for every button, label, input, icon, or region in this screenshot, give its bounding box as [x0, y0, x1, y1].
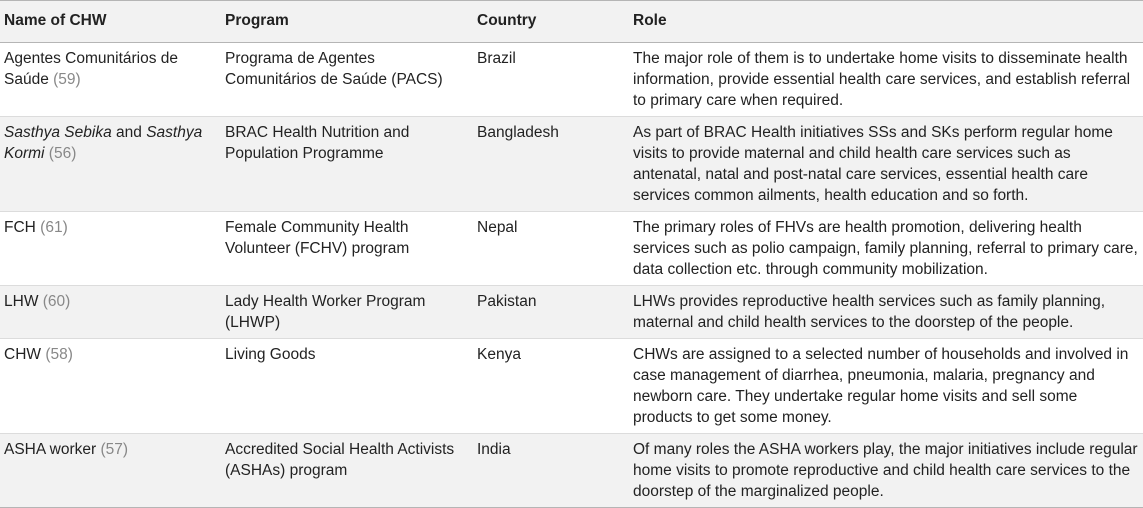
name-text: LHW — [4, 293, 39, 310]
header-name: Name of CHW — [0, 1, 221, 43]
cell-role: The primary roles of FHVs are health promotion, delivering health services such as polio campaign, family planning, referral to primary care, data collection etc. through community mobilization. — [629, 212, 1143, 286]
header-country: Country — [473, 1, 629, 43]
cell-name — [0, 434, 221, 508]
cell-role: Of many roles the ASHA workers play, the major initiatives include regular home visits to promote reproductive and child health care services to the doorstep of the marginalized people. — [629, 434, 1143, 508]
reference-link[interactable]: (56) — [48, 145, 77, 162]
reference-link[interactable]: (61) — [40, 219, 68, 236]
name-conjunction: and — [111, 124, 147, 141]
reference-link[interactable]: (60) — [42, 293, 71, 310]
cell-country: India — [473, 434, 629, 508]
header-row — [0, 1, 1143, 43]
name-italic-part2: Sasthya Kormi — [4, 124, 203, 162]
name-italic-part1: Sasthya Sebika — [4, 124, 112, 141]
cell-country: Pakistan — [473, 286, 629, 339]
name-text: FCH — [4, 219, 36, 236]
table-row — [0, 212, 1143, 286]
cell-program: Female Community Health Volunteer (FCHV) program — [221, 212, 473, 286]
reference-link[interactable]: (58) — [45, 346, 73, 363]
cell-program: Accredited Social Health Activists (ASHAs) program — [221, 434, 473, 508]
cell-role: CHWs are assigned to a selected number of households and involved in case management of diarrhea, pneumonia, malaria, pregnancy and newborn care. They undertake regular home visits and sell some products to get some money. — [629, 339, 1143, 434]
table-row — [0, 286, 1143, 339]
cell-program: Programa de Agentes Comunitários de Saúde (PACS) — [221, 43, 473, 117]
name-text: ASHA worker — [4, 441, 97, 458]
cell-country: Nepal — [473, 212, 629, 286]
name-text: CHW — [4, 346, 42, 363]
table-header — [0, 1, 1143, 43]
table-row — [0, 117, 1143, 212]
cell-name — [0, 212, 221, 286]
header-program: Program — [221, 1, 473, 43]
cell-country: Bangladesh — [473, 117, 629, 212]
table-row — [0, 43, 1143, 117]
table-row — [0, 434, 1143, 508]
cell-name — [0, 339, 221, 434]
cell-program: Living Goods — [221, 339, 473, 434]
table-body — [0, 43, 1143, 508]
cell-role: The major role of them is to undertake home visits to disseminate health information, provide essential health care services, and establish referral to primary care when required. — [629, 43, 1143, 117]
reference-link[interactable]: (57) — [100, 441, 129, 458]
cell-role: LHWs provides reproductive health services such as family planning, maternal and child health services to the doorstep of the people. — [629, 286, 1143, 339]
cell-country: Brazil — [473, 43, 629, 117]
cell-role: As part of BRAC Health initiatives SSs and SKs perform regular home visits to provide maternal and child health care services such as antenatal, natal and post-natal care services, essential health care services common ailments, health education and so forth. — [629, 117, 1143, 212]
cell-name — [0, 286, 221, 339]
cell-program: BRAC Health Nutrition and Population Programme — [221, 117, 473, 212]
header-role: Role — [629, 1, 1143, 43]
name-text: Agentes Comunitários de Saúde — [4, 50, 179, 88]
cell-name — [0, 117, 221, 212]
cell-name — [0, 43, 221, 117]
cell-country: Kenya — [473, 339, 629, 434]
table-row — [0, 339, 1143, 434]
reference-link[interactable]: (59) — [53, 71, 81, 88]
cell-program: Lady Health Worker Program (LHWP) — [221, 286, 473, 339]
